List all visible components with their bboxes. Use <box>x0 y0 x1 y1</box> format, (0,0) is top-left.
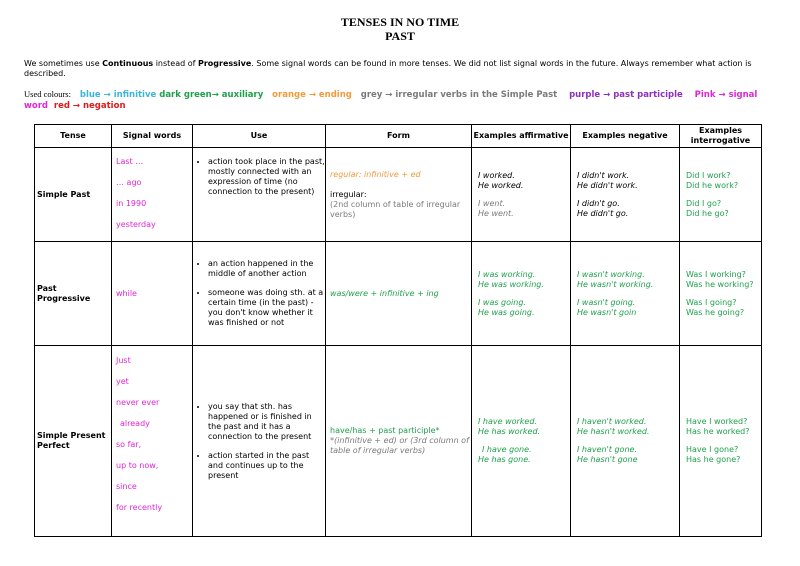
signal-word: Just <box>116 356 131 365</box>
signal-word: for recently <box>116 503 163 512</box>
example: Was he working? <box>686 279 754 289</box>
header-form: Form <box>326 125 472 148</box>
signal-word: Last … <box>116 157 144 166</box>
intro-bold-continuous: Continuous <box>102 59 154 68</box>
example: I haven't gone. <box>577 445 637 454</box>
example: I wasn't going. <box>577 297 636 307</box>
tense-simple-past: Simple Past <box>35 148 112 242</box>
form-cell <box>326 242 472 346</box>
signal-cell <box>112 242 193 346</box>
signal-word: yesterday <box>116 220 156 229</box>
example: I was working. <box>478 269 536 279</box>
form-note: *(infinitive + ed) or (3rd column of table of irregular verbs) <box>330 436 469 455</box>
interrogative-cell <box>680 148 762 242</box>
signal-cell <box>112 148 193 242</box>
signal-word: already <box>120 419 150 428</box>
tenses-table <box>34 124 762 537</box>
example: He worked. <box>478 180 524 190</box>
negative-cell <box>571 242 680 346</box>
intro-part: instead of <box>153 59 198 68</box>
legend-grey-desc: → irregular verbs in the Simple Past <box>385 90 558 100</box>
example: Did he work? <box>686 180 739 190</box>
legend-orange: orange <box>272 90 306 100</box>
legend-grey: grey <box>360 90 383 100</box>
legend-green: dark green <box>159 90 212 100</box>
use-item: • someone was doing sth. at a certain time (in the past) - you don't know whether it was finished or not <box>208 288 325 328</box>
row-simple-past <box>35 148 762 242</box>
example: I have worked. <box>478 417 537 426</box>
example: He hasn't gone <box>577 455 638 464</box>
example: I didn't work. <box>577 170 630 180</box>
example: I went. <box>478 198 506 208</box>
signal-cell <box>112 346 193 537</box>
form: have/has + past participle* <box>330 426 440 435</box>
negative-cell <box>571 346 680 537</box>
intro-part: We sometimes use <box>24 59 103 68</box>
header-use: Use <box>193 125 326 148</box>
header-tense: Tense <box>35 125 112 148</box>
example: Was he going? <box>686 307 745 317</box>
negative-cell <box>571 148 680 242</box>
legend-purple: purple <box>569 90 601 100</box>
use-cell <box>193 346 326 537</box>
example: I didn't go. <box>577 198 620 208</box>
legend-orange-desc: → ending <box>308 90 352 100</box>
title-line1: TENSES IN NO TIME <box>340 15 460 29</box>
signal-word: yet <box>116 377 129 386</box>
example: He didn't go. <box>577 208 629 218</box>
use-item: • action took place in the past, mostly connected with an expression of time (no connection to the present) <box>208 157 325 197</box>
affirmative-cell <box>472 346 571 537</box>
tense-present-perfect: Simple Present Perfect <box>35 346 112 537</box>
signal-word: so far, <box>116 440 142 449</box>
legend-green-desc: → auxiliary <box>211 90 264 100</box>
use-item: • you say that sth. has happened or is finished in the past and it has a connection to the present <box>208 402 325 442</box>
example: He was going. <box>478 307 535 317</box>
example: Did he go? <box>686 208 729 218</box>
example: I was going. <box>478 297 526 307</box>
signal-word: while <box>116 288 137 298</box>
example: He didn't work. <box>577 180 638 190</box>
use-item: • an action happened in the middle of another action <box>208 259 325 279</box>
tense-past-progressive: Past Progressive <box>35 242 112 346</box>
legend-pink-desc: → signal word <box>24 90 758 111</box>
page-title <box>0 15 800 43</box>
example: Has he gone? <box>686 455 741 464</box>
form-irregular: irregular: <box>330 189 367 199</box>
use-cell <box>193 148 326 242</box>
form-note: (2nd column of table of irregular verbs) <box>330 199 461 219</box>
example: I worked. <box>478 170 515 180</box>
example: He has gone. <box>478 455 531 464</box>
row-past-progressive <box>35 242 762 346</box>
example: Did I work? <box>686 170 731 180</box>
legend-blue: blue <box>79 90 101 100</box>
legend-red-desc: → negation <box>72 101 126 111</box>
example: Did I go? <box>686 198 722 208</box>
signal-word: never ever <box>116 398 160 407</box>
colour-legend <box>24 89 784 112</box>
example: Have I worked? <box>686 417 748 426</box>
use-item: • action started in the past and continues up to the present <box>208 451 325 481</box>
header-negative: Examples negative <box>571 125 680 148</box>
example: I wasn't working. <box>577 269 645 279</box>
signal-word: since <box>116 482 137 491</box>
use-cell <box>193 242 326 346</box>
title-line2: PAST <box>385 29 415 43</box>
legend-red: red <box>53 101 70 111</box>
example: Have I gone? <box>686 445 739 454</box>
example: Was I going? <box>686 297 737 307</box>
example: I have gone. <box>482 445 532 454</box>
legend-label: Used colours: <box>24 89 71 99</box>
legend-pink: Pink <box>694 90 716 100</box>
example: He was working. <box>478 279 544 289</box>
form-cell <box>326 346 472 537</box>
example: He has worked. <box>478 427 541 436</box>
legend-blue-desc: → infinitive <box>103 90 157 100</box>
affirmative-cell <box>472 148 571 242</box>
affirmative-cell <box>472 242 571 346</box>
header-affirmative: Examples affirmative <box>472 125 571 148</box>
header-row <box>35 125 762 148</box>
example: He hasn't worked. <box>577 427 650 436</box>
example: Has he worked? <box>686 427 750 436</box>
form: was/were + infinitive + ing <box>330 288 439 298</box>
form-cell <box>326 148 472 242</box>
signal-word: … ago <box>116 178 142 187</box>
signal-word: up to now, <box>116 461 159 470</box>
interrogative-cell <box>680 346 762 537</box>
example: He went. <box>478 208 514 218</box>
header-interrogative: Examples interrogative <box>680 125 762 148</box>
intro-part: . Some signal words can be found in more tenses. We did not list signal words in the future. Always remember what action is described. <box>24 59 752 78</box>
intro-text <box>24 59 784 79</box>
intro-bold-progressive: Progressive <box>198 59 252 68</box>
form-regular: regular: infinitive + ed <box>330 169 421 179</box>
interrogative-cell <box>680 242 762 346</box>
signal-word: in 1990 <box>116 199 147 208</box>
legend-purple-desc: → past participle <box>603 90 683 100</box>
example: He wasn't goin <box>577 307 637 317</box>
example: He wasn't working. <box>577 279 654 289</box>
example: Was I working? <box>686 269 746 279</box>
example: I haven't worked. <box>577 417 647 426</box>
header-signal: Signal words <box>112 125 193 148</box>
row-present-perfect <box>35 346 762 537</box>
